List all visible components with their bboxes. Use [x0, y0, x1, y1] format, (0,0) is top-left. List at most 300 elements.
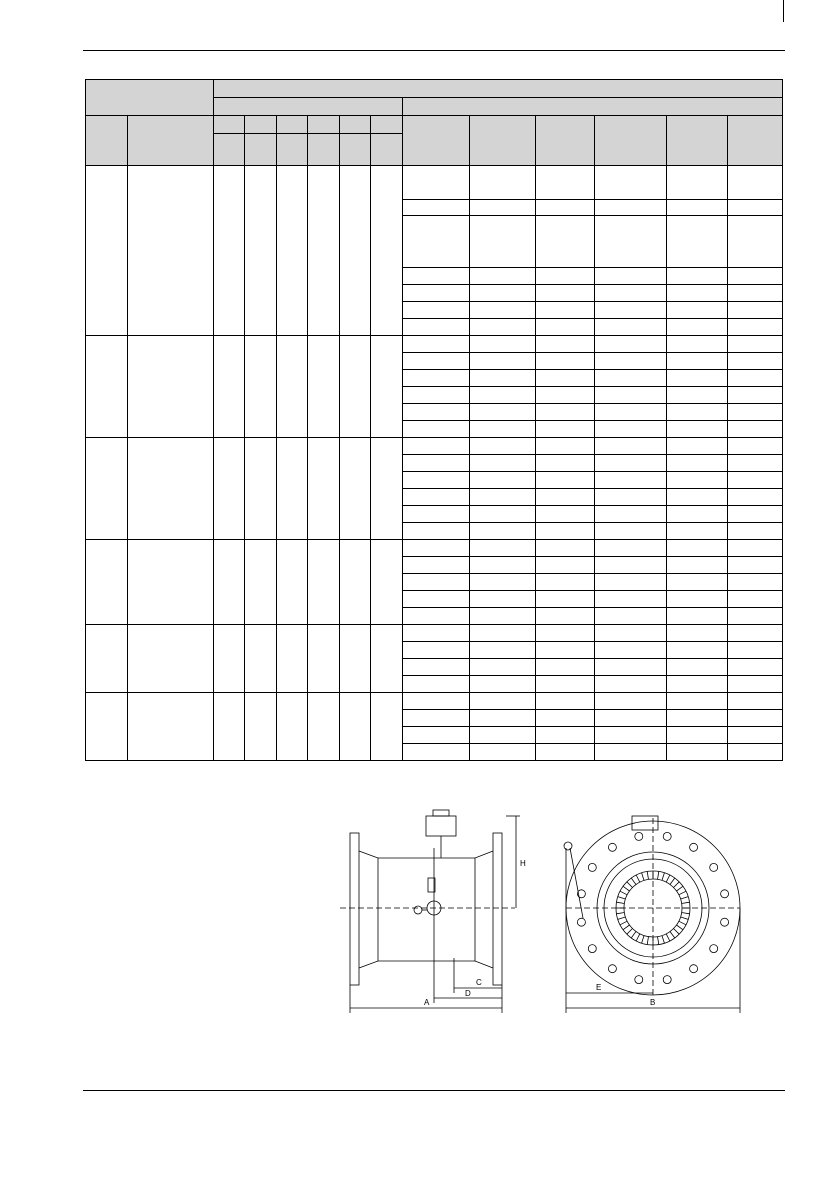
model-cell — [128, 166, 214, 336]
value-cell — [470, 302, 536, 319]
value-cell — [667, 506, 728, 523]
value-cell — [470, 693, 536, 710]
value-cell — [536, 166, 595, 200]
value-cell — [470, 710, 536, 727]
dimension-cell — [245, 336, 277, 438]
value-cell — [728, 591, 783, 608]
value-cell — [728, 727, 783, 744]
value-cell — [728, 166, 783, 200]
value-cell — [595, 591, 667, 608]
bolt-hole — [690, 965, 698, 973]
value-cell — [595, 557, 667, 574]
value-cell — [667, 353, 728, 370]
value-cell — [728, 540, 783, 557]
table-row — [86, 166, 783, 200]
bolt-hole — [690, 843, 698, 851]
value-cell — [595, 438, 667, 455]
front-view — [564, 816, 740, 998]
bolt-hole — [663, 832, 671, 840]
header-cell-e — [340, 116, 371, 134]
value-cell — [595, 302, 667, 319]
header-cell-r5 — [667, 116, 728, 166]
value-cell — [667, 268, 728, 285]
conditioner-vane — [670, 878, 675, 884]
dim-label-d: D — [465, 989, 471, 998]
value-cell — [403, 455, 470, 472]
value-cell — [403, 387, 470, 404]
conditioner-vane — [662, 936, 664, 944]
value-cell — [536, 744, 595, 761]
value-cell — [470, 200, 536, 216]
conditioner-vane — [631, 932, 636, 938]
value-cell — [470, 625, 536, 642]
value-cell — [536, 370, 595, 387]
value-cell — [595, 216, 667, 268]
value-cell — [667, 455, 728, 472]
dim-label-e: E — [596, 983, 602, 992]
dimension-cell — [277, 625, 308, 693]
conditioner-vane — [647, 872, 648, 880]
value-cell — [667, 676, 728, 693]
value-cell — [536, 285, 595, 302]
value-cell — [403, 523, 470, 540]
header-cell-r3 — [536, 116, 595, 166]
value-cell — [595, 659, 667, 676]
dimension-cell — [245, 166, 277, 336]
value-cell — [403, 693, 470, 710]
table-row — [86, 438, 783, 455]
value-cell — [403, 591, 470, 608]
value-cell — [728, 574, 783, 591]
value-cell — [728, 438, 783, 455]
value-cell — [470, 353, 536, 370]
bolt-hole — [721, 890, 729, 898]
value-cell — [470, 523, 536, 540]
value-cell — [595, 387, 667, 404]
size-cell — [86, 540, 128, 625]
conditioner-vane — [642, 936, 644, 944]
dimension-cell — [245, 625, 277, 693]
value-cell — [536, 574, 595, 591]
conditioner-vane — [627, 882, 633, 888]
table-row — [86, 540, 783, 557]
value-cell — [728, 216, 783, 268]
value-cell — [728, 744, 783, 761]
header-cell-a2 — [214, 134, 245, 166]
value-cell — [536, 557, 595, 574]
value-cell — [595, 540, 667, 557]
value-cell — [595, 489, 667, 506]
value-cell — [667, 574, 728, 591]
valve-knob — [414, 906, 422, 914]
dimension-cell — [308, 336, 340, 438]
size-cell — [86, 336, 128, 438]
dimension-cell — [214, 336, 245, 438]
header-cell-group-left — [214, 98, 403, 116]
meter-dimension-drawing — [330, 808, 750, 1020]
conditioner-vane — [623, 925, 629, 930]
dimension-cell — [340, 625, 371, 693]
value-cell — [728, 404, 783, 421]
dimension-cell — [245, 540, 277, 625]
conditioner-vane — [674, 882, 680, 888]
conditioner-vane — [682, 913, 690, 914]
value-cell — [403, 642, 470, 659]
table-row — [86, 693, 783, 710]
value-cell — [667, 523, 728, 540]
value-cell — [470, 336, 536, 353]
value-cell — [470, 438, 536, 455]
value-cell — [595, 472, 667, 489]
dimension-cell — [245, 693, 277, 761]
value-cell — [536, 642, 595, 659]
value-cell — [470, 591, 536, 608]
right-flange — [493, 833, 502, 985]
value-cell — [403, 336, 470, 353]
value-cell — [595, 285, 667, 302]
conditioner-vane — [677, 886, 683, 891]
header-cell-r2 — [470, 116, 536, 166]
value-cell — [403, 268, 470, 285]
value-cell — [470, 472, 536, 489]
value-cell — [470, 319, 536, 336]
dimension-cell — [214, 166, 245, 336]
value-cell — [667, 216, 728, 268]
value-cell — [667, 642, 728, 659]
value-cell — [470, 387, 536, 404]
conditioner-vane — [617, 902, 625, 903]
dimension-cell — [371, 438, 403, 540]
value-cell — [470, 268, 536, 285]
conditioner-vane — [627, 929, 633, 935]
conditioner-vane — [682, 902, 690, 903]
dimension-cell — [245, 438, 277, 540]
dimension-cell — [371, 625, 403, 693]
value-cell — [728, 302, 783, 319]
value-cell — [728, 285, 783, 302]
dim-label-b: B — [650, 998, 656, 1007]
value-cell — [403, 557, 470, 574]
value-cell — [536, 693, 595, 710]
value-cell — [470, 285, 536, 302]
value-cell — [470, 574, 536, 591]
value-cell — [595, 319, 667, 336]
value-cell — [403, 319, 470, 336]
value-cell — [403, 216, 470, 268]
value-cell — [536, 506, 595, 523]
size-cell — [86, 166, 128, 336]
conditioner-vane — [679, 921, 686, 925]
value-cell — [595, 523, 667, 540]
value-cell — [667, 404, 728, 421]
value-cell — [667, 166, 728, 200]
value-cell — [536, 659, 595, 676]
bolt-hole — [588, 863, 596, 871]
conditioner-vane — [679, 891, 686, 895]
value-cell — [728, 200, 783, 216]
value-cell — [403, 744, 470, 761]
page-corner-mark — [783, 0, 784, 22]
value-cell — [470, 506, 536, 523]
value-cell — [728, 336, 783, 353]
dimension-lines — [350, 848, 740, 1013]
dimension-cell — [308, 540, 340, 625]
value-cell — [728, 472, 783, 489]
header-rule — [83, 50, 785, 51]
conditioner-vane — [631, 878, 636, 884]
value-cell — [403, 353, 470, 370]
value-cell — [536, 625, 595, 642]
value-cell — [536, 727, 595, 744]
value-cell — [728, 455, 783, 472]
value-cell — [728, 387, 783, 404]
conditioner-vane — [647, 937, 648, 945]
value-cell — [536, 438, 595, 455]
value-cell — [667, 438, 728, 455]
dimension-cell — [277, 166, 308, 336]
value-cell — [728, 710, 783, 727]
header-cell-h — [371, 116, 403, 134]
value-cell — [536, 216, 595, 268]
conditioner-vane — [658, 937, 659, 945]
value-cell — [403, 625, 470, 642]
dimension-cell — [277, 540, 308, 625]
value-cell — [728, 693, 783, 710]
bolt-hole — [608, 965, 616, 973]
dimension-cell — [308, 625, 340, 693]
conditioner-vane — [681, 897, 689, 899]
value-cell — [667, 421, 728, 438]
value-cell — [667, 370, 728, 387]
header-cell-e2 — [340, 134, 371, 166]
dimensions-table — [85, 79, 783, 761]
value-cell — [403, 608, 470, 625]
left-flange — [350, 833, 359, 985]
value-cell — [728, 268, 783, 285]
dim-label-h: H — [520, 859, 526, 868]
dimension-cell — [308, 166, 340, 336]
header-cell-a — [214, 116, 245, 134]
dimension-cell — [277, 693, 308, 761]
table-row — [86, 336, 783, 353]
value-cell — [728, 625, 783, 642]
value-cell — [728, 659, 783, 676]
bolt-hole — [577, 918, 585, 926]
value-cell — [403, 506, 470, 523]
value-cell — [536, 710, 595, 727]
value-cell — [403, 404, 470, 421]
value-cell — [728, 642, 783, 659]
value-cell — [595, 421, 667, 438]
left-cone — [359, 851, 378, 968]
bolt-hole — [635, 832, 643, 840]
value-cell — [470, 659, 536, 676]
dimension-cell — [371, 166, 403, 336]
value-cell — [667, 319, 728, 336]
value-cell — [595, 625, 667, 642]
value-cell — [595, 744, 667, 761]
value-cell — [667, 608, 728, 625]
dimension-cell — [277, 336, 308, 438]
conditioner-vane — [674, 929, 680, 935]
header-cell-b — [245, 116, 277, 134]
transmitter-cap — [433, 810, 449, 816]
value-cell — [728, 319, 783, 336]
value-cell — [470, 642, 536, 659]
header-cell-corner — [86, 80, 214, 116]
dimension-cell — [340, 693, 371, 761]
conditioner-vane — [623, 886, 629, 891]
side-view — [340, 810, 520, 985]
table-header-row-1 — [86, 80, 783, 98]
value-cell — [536, 268, 595, 285]
header-cell-dimensions — [214, 80, 783, 98]
value-cell — [595, 200, 667, 216]
value-cell — [403, 574, 470, 591]
value-cell — [728, 676, 783, 693]
dim-label-c: C — [476, 978, 482, 987]
value-cell — [536, 608, 595, 625]
value-cell — [536, 200, 595, 216]
conditioner-vane — [658, 872, 659, 880]
dim-label-a: A — [424, 998, 430, 1007]
value-cell — [536, 302, 595, 319]
value-cell — [595, 727, 667, 744]
model-cell — [128, 693, 214, 761]
value-cell — [536, 540, 595, 557]
size-cell — [86, 625, 128, 693]
header-cell-r6 — [728, 116, 783, 166]
dimension-cell — [340, 438, 371, 540]
header-cell-h2 — [371, 134, 403, 166]
value-cell — [536, 591, 595, 608]
value-cell — [470, 727, 536, 744]
value-cell — [595, 693, 667, 710]
value-cell — [595, 166, 667, 200]
header-cell-r4 — [595, 116, 667, 166]
conditioner-vane — [620, 921, 627, 925]
value-cell — [536, 676, 595, 693]
header-cell-d2 — [308, 134, 340, 166]
value-cell — [667, 693, 728, 710]
value-cell — [595, 608, 667, 625]
dimension-cell — [277, 438, 308, 540]
value-cell — [667, 285, 728, 302]
bolt-hole — [721, 918, 729, 926]
value-cell — [536, 387, 595, 404]
right-cone — [475, 851, 493, 968]
value-cell — [728, 557, 783, 574]
value-cell — [667, 557, 728, 574]
table-row — [86, 625, 783, 642]
size-cell — [86, 693, 128, 761]
value-cell — [667, 387, 728, 404]
value-cell — [470, 557, 536, 574]
value-cell — [536, 404, 595, 421]
value-cell — [536, 353, 595, 370]
conditioner-vane — [620, 891, 627, 895]
value-cell — [403, 285, 470, 302]
footer-rule — [83, 1090, 785, 1091]
value-cell — [470, 421, 536, 438]
header-cell-b2 — [245, 134, 277, 166]
value-cell — [403, 489, 470, 506]
value-cell — [728, 608, 783, 625]
value-cell — [667, 659, 728, 676]
value-cell — [667, 625, 728, 642]
value-cell — [728, 523, 783, 540]
value-cell — [595, 370, 667, 387]
bolt-hole — [710, 863, 718, 871]
value-cell — [470, 608, 536, 625]
value-cell — [667, 727, 728, 744]
conditioner-vane — [666, 934, 670, 941]
value-cell — [667, 744, 728, 761]
value-cell — [595, 710, 667, 727]
conditioner-vane — [666, 875, 670, 882]
value-cell — [728, 506, 783, 523]
value-cell — [403, 472, 470, 489]
value-cell — [667, 591, 728, 608]
value-cell — [403, 166, 470, 200]
dimension-cell — [214, 625, 245, 693]
conditioner-vane — [636, 875, 640, 882]
bolt-hole — [635, 976, 643, 984]
value-cell — [667, 489, 728, 506]
dimension-cell — [308, 693, 340, 761]
value-cell — [595, 506, 667, 523]
value-cell — [536, 523, 595, 540]
value-cell — [403, 659, 470, 676]
value-cell — [470, 676, 536, 693]
model-cell — [128, 438, 214, 540]
bolt-hole — [608, 843, 616, 851]
header-cell-c — [277, 116, 308, 134]
conditioner-vane — [636, 934, 640, 941]
value-cell — [667, 540, 728, 557]
value-cell — [403, 540, 470, 557]
value-cell — [470, 370, 536, 387]
value-cell — [667, 200, 728, 216]
bolt-hole — [588, 945, 596, 953]
value-cell — [470, 166, 536, 200]
conditioner-vane — [662, 873, 664, 881]
value-cell — [728, 489, 783, 506]
dimension-cell — [340, 166, 371, 336]
value-cell — [470, 404, 536, 421]
value-cell — [536, 489, 595, 506]
dimension-cell — [214, 693, 245, 761]
header-cell-model — [128, 116, 214, 166]
conditioner-vane — [670, 932, 675, 938]
dimension-cell — [371, 540, 403, 625]
model-cell — [128, 336, 214, 438]
dimension-cell — [214, 438, 245, 540]
value-cell — [595, 268, 667, 285]
value-cell — [667, 710, 728, 727]
value-cell — [403, 676, 470, 693]
value-cell — [470, 540, 536, 557]
dimension-cell — [214, 540, 245, 625]
conditioner-vane — [642, 873, 644, 881]
transmitter-head — [426, 816, 456, 836]
value-cell — [403, 421, 470, 438]
conditioner-vane — [617, 913, 625, 914]
size-cell — [86, 438, 128, 540]
value-cell — [403, 370, 470, 387]
header-cell-size — [86, 116, 128, 166]
value-cell — [536, 455, 595, 472]
